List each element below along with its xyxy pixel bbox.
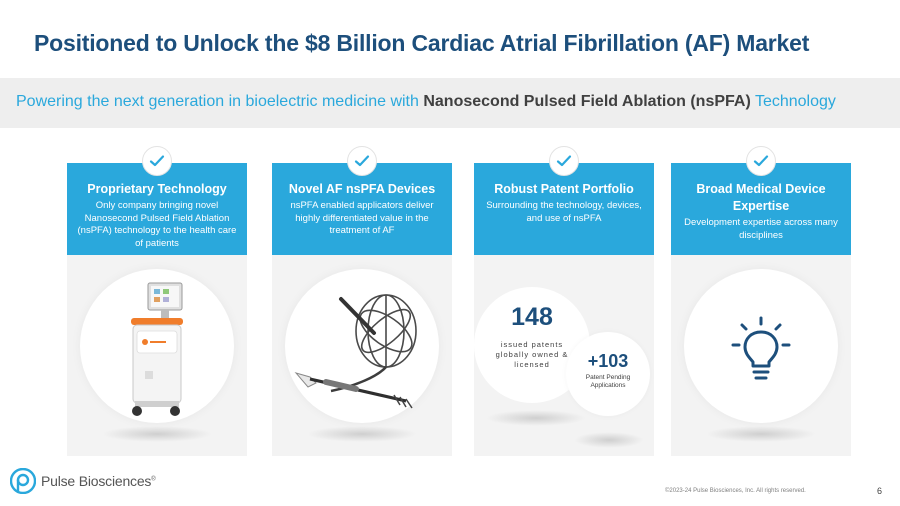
company-logo xyxy=(10,468,155,494)
copyright-notice: ©2023-24 Pulse Biosciences, Inc. All rights reserved. xyxy=(665,488,806,494)
check-icon xyxy=(746,146,776,176)
pending-patents-label: Patent Pending Applications xyxy=(585,374,631,389)
card-description: Development expertise across many disciplines xyxy=(684,217,838,241)
card-header xyxy=(474,163,654,255)
card-header xyxy=(272,163,452,255)
card-description: Only company bringing novel Nanosecond Pulsed Field Ablation (nsPFA) technology to the health care of patients xyxy=(77,200,237,249)
issued-patents-count: 148 xyxy=(511,303,553,331)
pending-patents-badge xyxy=(566,332,650,416)
check-icon xyxy=(142,146,172,176)
lightbulb-icon xyxy=(731,316,791,386)
floor-shadow xyxy=(102,426,212,442)
card-description: nsPFA enabled applicators deliver highly differentiated value in the treatment of AF xyxy=(290,200,434,236)
floor-shadow xyxy=(486,410,586,426)
card-header xyxy=(671,163,851,255)
card-title: Broad Medical Device Expertise xyxy=(696,182,826,213)
check-icon xyxy=(347,146,377,176)
card-proprietary-technology xyxy=(67,163,247,456)
subtitle-prefix: Powering the next generation in bioelectric medicine with xyxy=(16,93,424,110)
floor-shadow xyxy=(706,426,816,442)
catheter-applicator-image xyxy=(286,291,446,419)
generator-console-image xyxy=(123,281,193,419)
floor-shadow xyxy=(574,432,644,448)
pending-patents-count: +103 xyxy=(587,351,629,371)
card-description: Surrounding the technology, devices, and use of nsPFA xyxy=(486,200,642,224)
card-novel-af-devices xyxy=(272,163,452,456)
subtitle-suffix: Technology xyxy=(750,93,836,110)
card-patent-portfolio xyxy=(474,163,654,456)
logo-text: Pulse Biosciences® xyxy=(41,473,156,489)
issued-patents-label: issued patents globally owned & licensed xyxy=(495,340,569,369)
card-title: Robust Patent Portfolio xyxy=(494,182,634,196)
card-title: Novel AF nsPFA Devices xyxy=(288,182,436,196)
check-icon xyxy=(549,146,579,176)
subtitle-banner xyxy=(0,78,900,128)
floor-shadow xyxy=(307,426,417,442)
page-number: 6 xyxy=(877,486,883,496)
card-title: Proprietary Technology xyxy=(87,182,227,196)
subtitle-text xyxy=(16,93,836,111)
card-medical-device-expertise xyxy=(671,163,851,456)
card-header xyxy=(67,163,247,255)
pulse-logo-icon xyxy=(10,468,36,494)
subtitle-emphasis: Nanosecond Pulsed Field Ablation (nsPFA) xyxy=(423,93,751,110)
slide-title: Positioned to Unlock the $8 Billion Cardiac Atrial Fibrillation (AF) Market xyxy=(34,30,810,56)
